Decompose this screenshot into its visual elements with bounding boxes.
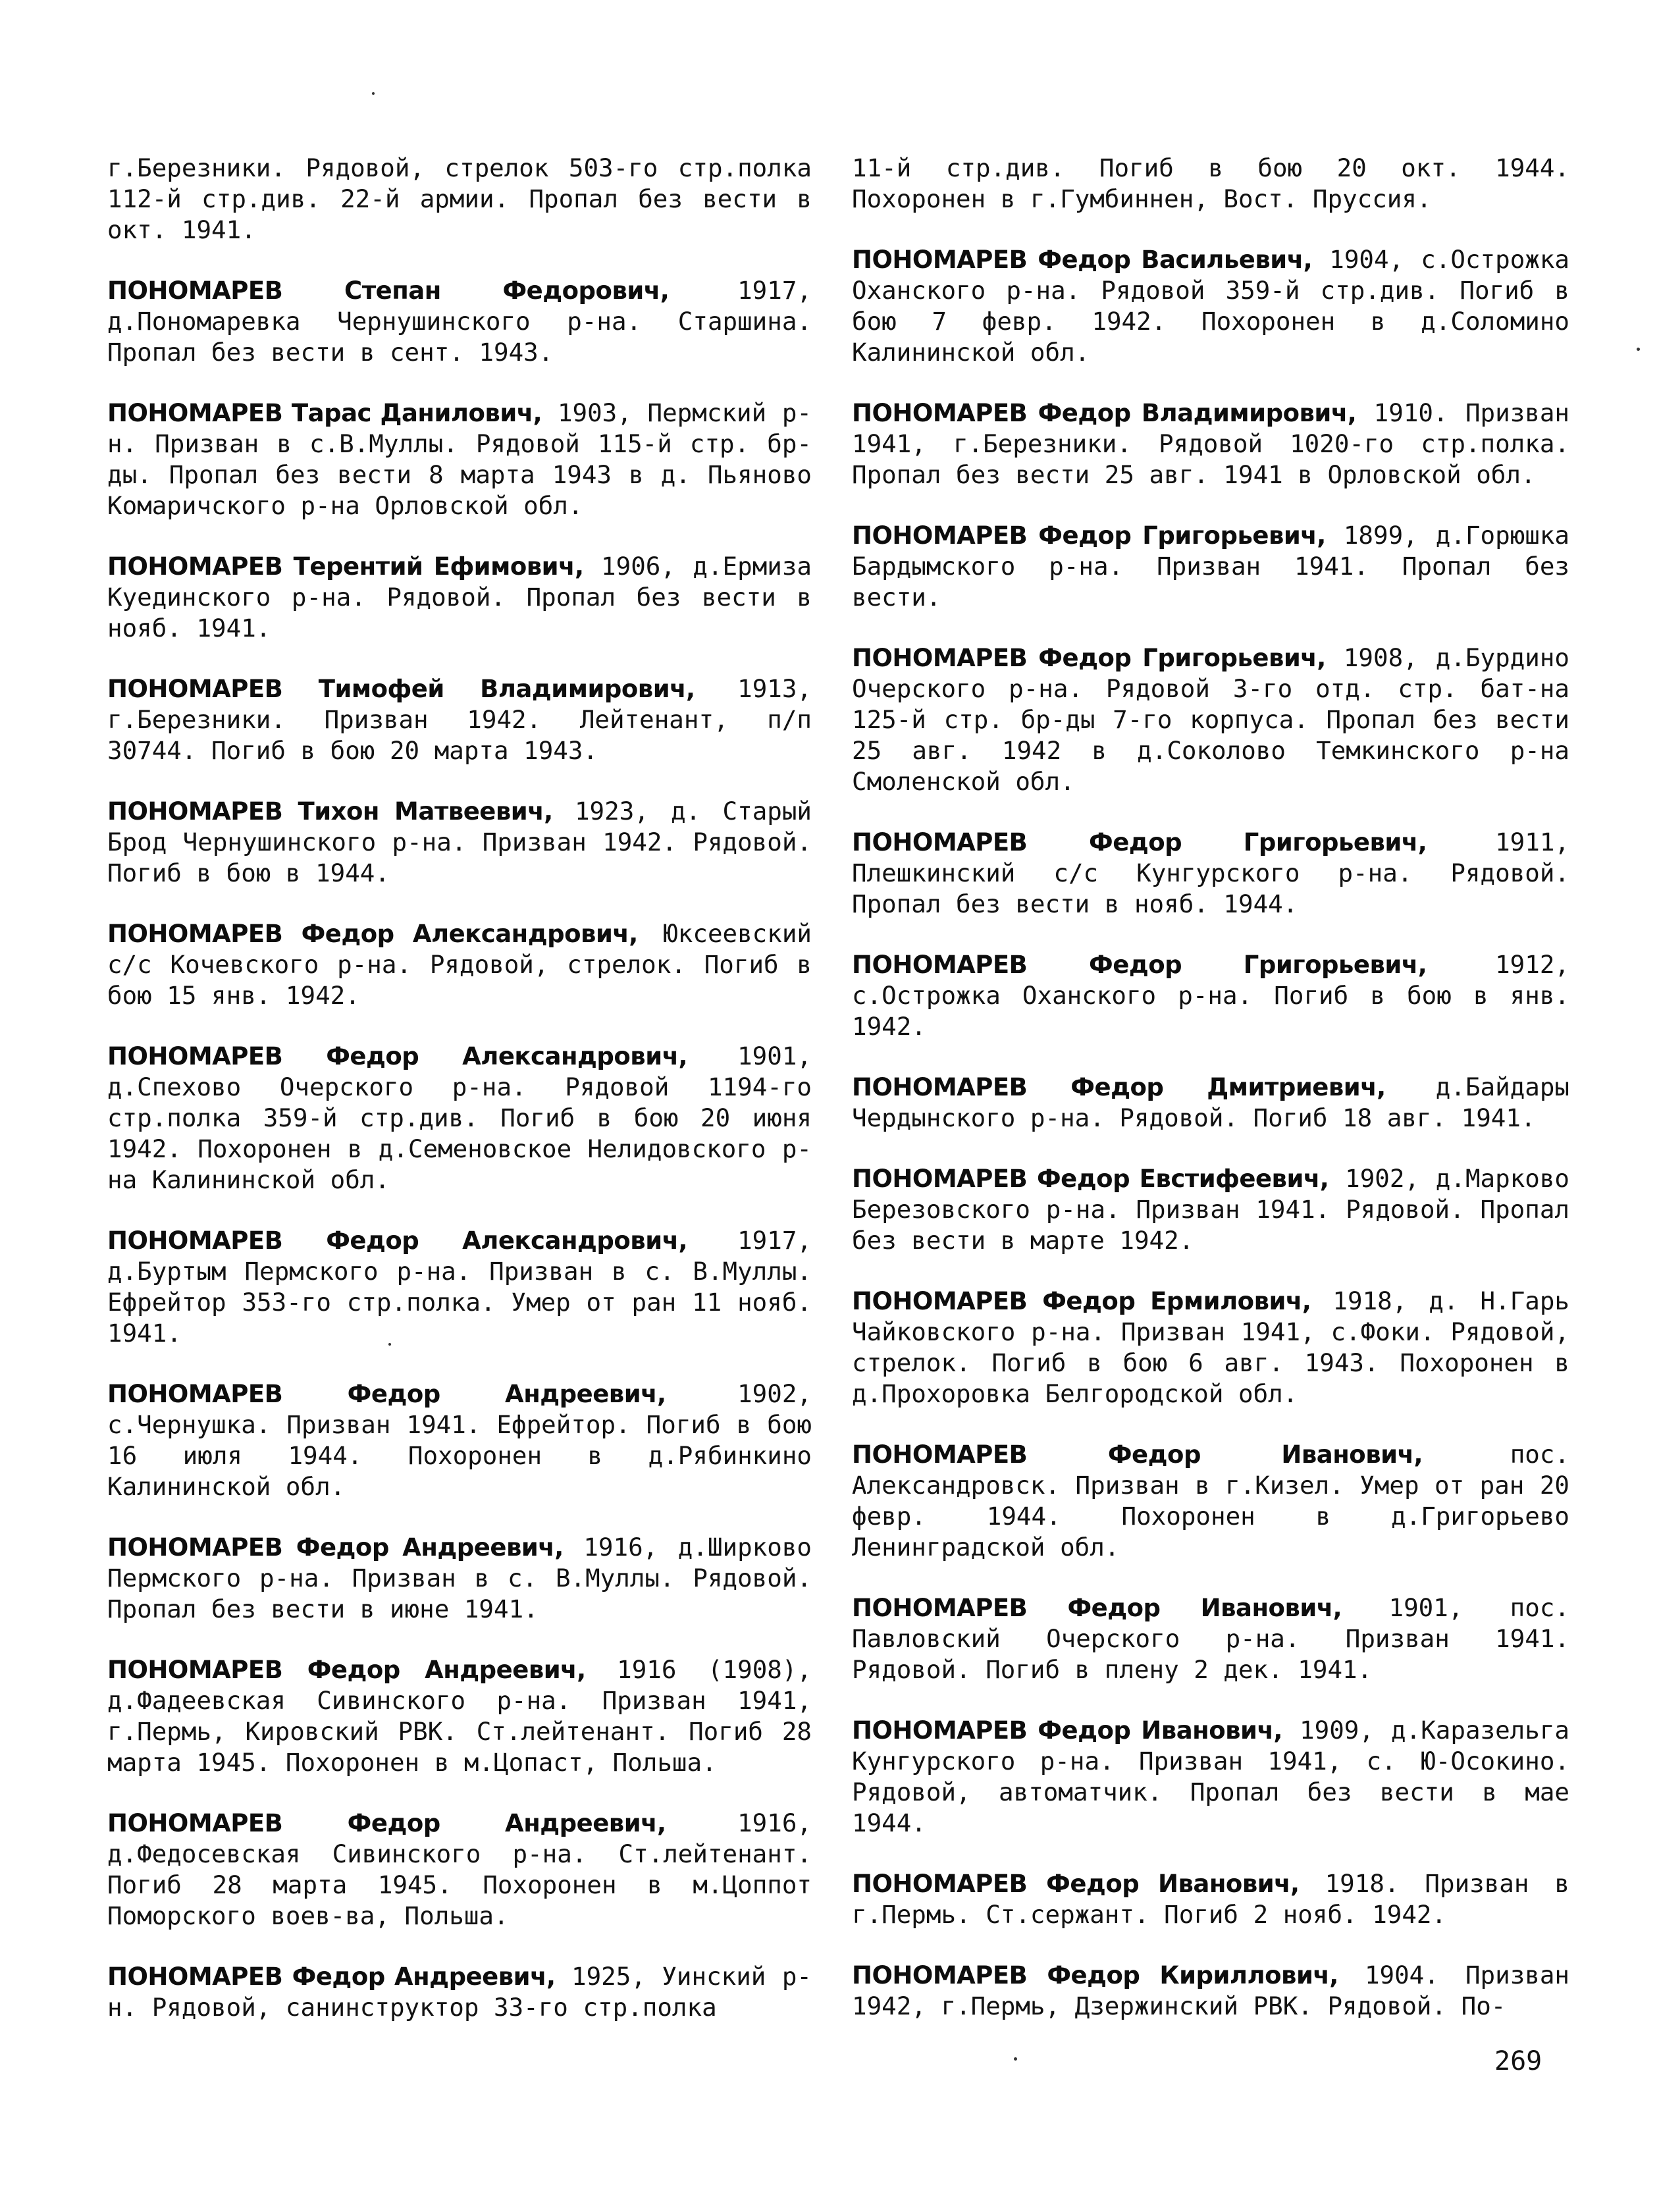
entry-name: ПОНОМАРЕВ Федор Кириллович, — [852, 1961, 1338, 1989]
entry-name: ПОНОМАРЕВ Федор Андреевич, — [107, 1380, 666, 1408]
entry-name: ПОНОМАРЕВ Федор Иванович, — [852, 1716, 1282, 1745]
entry-name: ПОНОМАРЕВ Федор Иванович, — [852, 1594, 1342, 1622]
entry-text: 1901, д.Спехово Очерского р-на. Рядовой 1194-го стр.полка 359-й стр.див. Погиб в бою 20 июня 1942. Похоронен в д.Семеновское Нелидовского р-на Калининской обл. — [107, 1041, 812, 1194]
entry-text: 1913, г.Березники. Призван 1942. Лейтенант, п/п 30744. Погиб в бою 20 марта 1943. — [107, 674, 812, 765]
entry-name: ПОНОМАРЕВ Федор Иванович, — [852, 1440, 1423, 1469]
biography-entry — [852, 520, 1569, 613]
entry-text: 1910. Призван 1941, г.Березники. Рядовой 1020-го стр.полка. Пропал без вести 25 авг. 1941 в Орловской обл. — [852, 398, 1569, 489]
scan-speck — [388, 1343, 391, 1346]
page-number: 269 — [1494, 2046, 1542, 2076]
biography-entry — [852, 1715, 1569, 1839]
entry-text: 1917, д.Буртым Пермского р-на. Призван в с. В.Муллы. Ефрейтор 353-го стр.полка. Умер от ран 11 нояб. 1941. — [107, 1226, 812, 1348]
entry-name: ПОНОМАРЕВ Терентий Ефимович, — [107, 552, 584, 581]
entry-name: ПОНОМАРЕВ Федор Григорьевич, — [852, 951, 1427, 979]
biography-entry — [852, 827, 1569, 920]
entry-text: 1903, Пермский р-н. Призван в с.В.Муллы. Рядовой 115-й стр. бр-ды. Пропал без вести 8 марта 1943 в д. Пьяново Комаричского р-на Орловской обл. — [107, 398, 812, 520]
scan-speck — [1637, 348, 1640, 351]
entry-text: 1904, с.Острожка Оханского р-на. Рядовой 359-й стр.див. Погиб в бою 7 февр. 1942. Похоронен в д.Соломино Калининской обл. — [852, 245, 1570, 367]
entry-text: 1916 (1908), д.Фадеевская Сивинского р-на. Призван 1941, г.Пермь, Кировский РВК. Ст.лейтенант. Погиб 28 марта 1945. Похоронен в м.Цопаст, Польша. — [107, 1655, 812, 1777]
entry-name: ПОНОМАРЕВ Федор Александрович, — [107, 920, 638, 948]
entry-name: ПОНОМАРЕВ Федор Александрович, — [107, 1226, 688, 1255]
entry-name: ПОНОМАРЕВ Федор Евстифеевич, — [852, 1165, 1329, 1193]
entry-name: ПОНОМАРЕВ Федор Григорьевич, — [852, 644, 1326, 672]
continued-entry-text: г.Березники. Рядовой, стрелок 503-го стр.полка 112-й стр.див. 22-й армии. Пропал без вести в окт. 1941. — [107, 153, 812, 244]
entry-text: 1912, с.Острожка Оханского р-на. Погиб в бою в янв. 1942. — [852, 950, 1569, 1041]
biography-entry — [852, 1960, 1569, 2022]
biography-entry — [107, 673, 812, 766]
entry-text: 1908, д.Бурдино Очерского р-на. Рядовой 3-го отд. стр. бат-на 125-й стр. бр-ды 7-го корпуса. Пропал без вести 25 авг. 1942 в д.Соколово Темкинского р-на Смоленской обл. — [852, 643, 1569, 796]
biography-entry — [107, 1225, 812, 1349]
entry-name: ПОНОМАРЕВ Тихон Матвеевич, — [107, 797, 553, 826]
scan-speck — [372, 92, 375, 95]
entry-name: ПОНОМАРЕВ Федор Андреевич, — [107, 1533, 564, 1562]
biography-entry — [107, 1654, 812, 1778]
entry-text: пос. Александровск. Призван в г.Кизел. Умер от ран 20 февр. 1944. Похоронен в д.Григорьево Ленинградской обл. — [852, 1440, 1569, 1562]
entry-name: ПОНОМАРЕВ Федор Ермилович, — [852, 1287, 1311, 1315]
entry-text: 1917, д.Пономаревка Чернушинского р-на. Старшина. Пропал без вести в сент. 1943. — [107, 276, 812, 367]
biography-entry — [107, 1041, 812, 1196]
entry-name: ПОНОМАРЕВ Степан Федорович, — [107, 276, 670, 305]
entry-name: ПОНОМАРЕВ Федор Васильевич, — [852, 246, 1313, 274]
biography-entry — [107, 918, 812, 1011]
entry-text: 1902, д.Марково Березовского р-на. Призван 1941. Рядовой. Пропал без вести в марте 1942. — [852, 1164, 1569, 1255]
entry-name: ПОНОМАРЕВ Федор Андреевич, — [107, 1809, 666, 1837]
biography-entry — [852, 1286, 1569, 1409]
biography-entry — [107, 1961, 812, 2023]
entry-text: 1899, д.Горюшка Бардымского р-на. Призван 1941. Пропал без вести. — [852, 521, 1569, 612]
entry-name: ПОНОМАРЕВ Федор Андреевич, — [107, 1962, 556, 1991]
entry-text: д.Байдары Чердынского р-на. Рядовой. Погиб 18 авг. 1941. — [852, 1072, 1569, 1132]
biography-entry — [107, 796, 812, 889]
entry-name: ПОНОМАРЕВ Федор Григорьевич, — [852, 828, 1427, 856]
entry-text: 1909, д.Каразельга Кунгурского р-на. Призван 1941, с. Ю-Осокино. Рядовой, автоматчик. Пропал без вести в мае 1944. — [852, 1716, 1569, 1837]
biography-entry — [852, 244, 1569, 368]
biography-entry — [852, 1072, 1569, 1134]
biography-entry — [852, 643, 1569, 797]
biography-entry — [852, 1593, 1569, 1685]
entry-name: ПОНОМАРЕВ Федор Григорьевич, — [852, 521, 1326, 550]
right-column — [852, 153, 1569, 2051]
entry-text: 1911, Плешкинский с/с Кунгурского р-на. Рядовой. Пропал без вести в нояб. 1944. — [852, 828, 1569, 918]
entry-text: 1925, Уинский р-н. Рядовой, санинструктор 33-го стр.полка — [107, 1962, 812, 2022]
biography-entry — [107, 1532, 812, 1625]
entry-name: ПОНОМАРЕВ Тарас Данилович, — [107, 399, 542, 427]
biography-entry — [107, 551, 812, 644]
entry-text: 1901, пос. Павловский Очерского р-на. Призван 1941. Рядовой. Погиб в плену 2 дек. 1941. — [852, 1593, 1569, 1684]
biography-entry — [107, 398, 812, 521]
entry-name: ПОНОМАРЕВ Федор Андреевич, — [107, 1656, 586, 1684]
entry-text: 1904. Призван 1942, г.Пермь, Дзержинский РВК. Рядовой. По- — [852, 1961, 1570, 2020]
entry-text: 1902, с.Чернушка. Призван 1941. Ефрейтор. Погиб в бою 16 июля 1944. Похоронен в д.Рябинкино Калининской обл. — [107, 1379, 812, 1501]
entry-text: 1916, д.Федосевская Сивинского р-на. Ст.лейтенант. Погиб 28 марта 1945. Похоронен в м.Цоппот Поморского воев-ва, Польша. — [107, 1808, 812, 1930]
biography-entry — [107, 1379, 812, 1502]
continued-entry-text: 11-й стр.див. Погиб в бою 20 окт. 1944. Похоронен в г.Гумбиннен, Вост. Пруссия. — [852, 153, 1569, 213]
entry-text: 1918. Призван в г.Пермь. Ст.сержант. Погиб 2 нояб. 1942. — [852, 1869, 1569, 1929]
biography-entry — [107, 1808, 812, 1932]
entry-text: Юксеевский с/с Кочевского р-на. Рядовой, стрелок. Погиб в бою 15 янв. 1942. — [107, 919, 812, 1010]
biography-entry — [852, 398, 1569, 490]
entry-name: ПОНОМАРЕВ Федор Владимирович, — [852, 399, 1357, 427]
scan-speck — [1014, 2057, 1017, 2061]
biography-entry — [107, 275, 812, 368]
biography-entry — [852, 1163, 1569, 1256]
biography-entry — [852, 949, 1569, 1042]
entry-name: ПОНОМАРЕВ Тимофей Владимирович, — [107, 675, 695, 703]
entry-name: ПОНОМАРЕВ Федор Дмитриевич, — [852, 1073, 1386, 1101]
entry-text: 1918, д. Н.Гарь Чайковского р-на. Призван 1941, с.Фоки. Рядовой, стрелок. Погиб в бою 6 авг. 1943. Похоронен в д.Прохоровка Белгородской обл. — [852, 1286, 1569, 1408]
biography-entry — [852, 1868, 1569, 1930]
entry-text: 1923, д. Старый Брод Чернушинского р-на. Призван 1942. Рядовой. Погиб в бою в 1944. — [107, 797, 812, 887]
entry-text: 1906, д.Ермиза Куединского р-на. Рядовой. Пропал без вести в нояб. 1941. — [107, 552, 812, 643]
left-column — [107, 153, 812, 2053]
entry-name: ПОНОМАРЕВ Федор Александрович, — [107, 1042, 688, 1070]
entry-name: ПОНОМАРЕВ Федор Иванович, — [852, 1870, 1300, 1898]
entry-text: 1916, д.Ширково Пермского р-на. Призван в с. В.Муллы. Рядовой. Пропал без вести в июне 1941. — [107, 1533, 812, 1623]
biography-entry — [852, 1439, 1569, 1563]
